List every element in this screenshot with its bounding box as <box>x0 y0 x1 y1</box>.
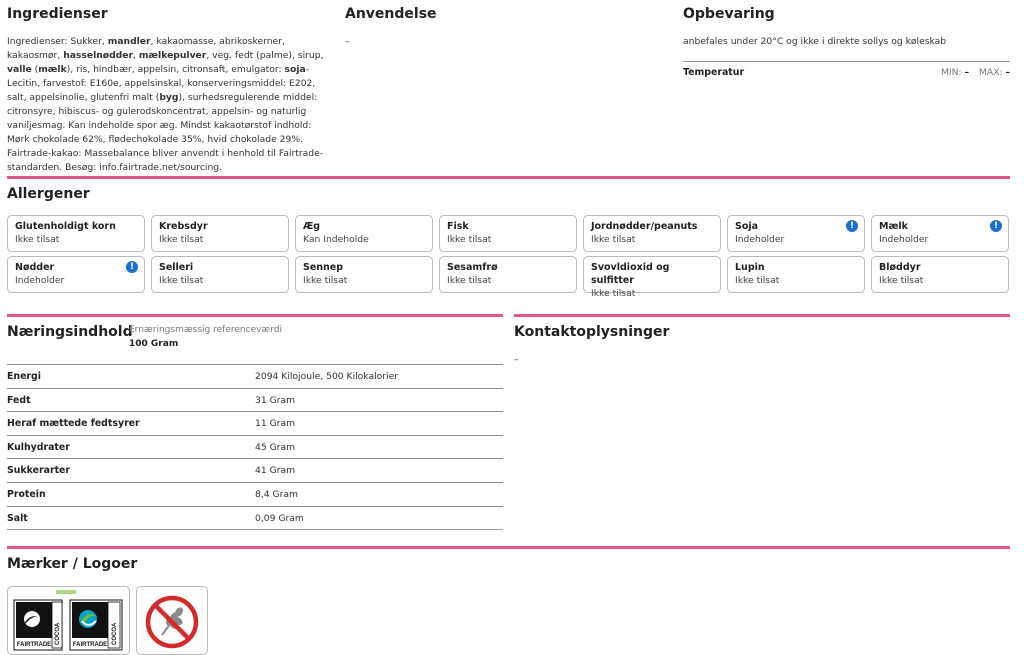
nutrition-value: 31 Gram <box>255 394 296 406</box>
ingredients-title: Ingredienser <box>7 6 108 22</box>
nutrition-title: Næringsindhold <box>7 324 133 340</box>
allergen-name: Soja <box>735 221 759 232</box>
allergen-name: Glutenholdigt korn <box>15 221 116 232</box>
storage-text: anbefales under 20°C og ikke i direkte sollys og køleskab <box>683 36 947 47</box>
nutrition-key: Fedt <box>7 394 31 406</box>
allergen-name: Krebsdyr <box>159 221 208 232</box>
nutrition-row <box>7 411 503 435</box>
nutrition-value: 2094 Kilojoule, 500 Kilokalorier <box>255 371 399 382</box>
nutrition-value: 45 Gram <box>255 441 296 453</box>
allergen-name: Mælk <box>879 221 908 232</box>
temperature-min <box>941 67 969 78</box>
allergen-status: Indeholder <box>735 234 785 245</box>
nutrition-key: Sukkerarter <box>7 465 71 477</box>
allergen-status: Ikke tilsat <box>447 275 492 286</box>
nutrition-row <box>7 364 503 388</box>
allergen-card <box>295 215 433 252</box>
allergen-status: Ikke tilsat <box>879 275 924 286</box>
ingredient-text: ), surhedsregulerende middel: citronsyre, hibiscus- og gulerodskoncentrat, appelsin- og naturlig vaniljesmag. Kan indeholde spor æg. Mindst kakaotørstof indhold: Mørk chokolade 62%, flødechokolade 35%, hvid chokolade 29%. Fairtrade-kakao: Massebalance bliver anvendt i henhold til Fairtrade-standarden. Besøg: info.fairtrade.net/sourcing. <box>7 92 324 173</box>
alert-icon: ! <box>846 220 858 232</box>
allergen-card <box>7 256 145 293</box>
allergen-card <box>7 215 145 252</box>
nutrition-value: 11 Gram <box>255 418 296 430</box>
allergen-status: Indeholder <box>879 234 929 245</box>
allergen-name: Svovldioxid og sulfitter <box>591 262 670 286</box>
nutrition-row <box>7 506 503 530</box>
ingredient-text: Ingredienser: Sukker, <box>7 36 108 47</box>
allergen-card <box>871 256 1009 293</box>
allergen-name: Bløddyr <box>879 262 921 273</box>
allergens-divider <box>7 176 1010 179</box>
contact-title: Kontaktoplysninger <box>514 324 670 340</box>
allergen-highlight: hasselnødder <box>63 50 134 61</box>
nutrition-key: Salt <box>7 512 28 524</box>
svg-text:FAIRTRADE: FAIRTRADE <box>16 642 52 648</box>
allergen-status: Ikke tilsat <box>15 234 60 245</box>
allergen-highlight: valle <box>7 64 32 75</box>
contact-divider <box>514 314 1010 317</box>
max-value: – <box>1005 67 1011 78</box>
ingredients-text <box>7 35 332 175</box>
allergen-status: Ikke tilsat <box>447 234 492 245</box>
nutrition-row <box>7 482 503 506</box>
nutrition-row <box>7 388 503 412</box>
allergen-highlight: mandler <box>107 36 151 47</box>
ingredient-text: , <box>133 50 139 61</box>
allergen-highlight: mælkepulver <box>138 50 207 61</box>
svg-text:COCOA: COCOA <box>112 622 118 645</box>
allergen-status: Indeholder <box>15 275 65 286</box>
temperature-max <box>979 67 1010 78</box>
allergen-card <box>439 256 577 293</box>
nutrition-key: Energi <box>7 371 41 382</box>
nutrition-key: Heraf mættede fedtsyrer <box>7 418 140 430</box>
nutrition-value: 0,09 Gram <box>255 512 304 524</box>
nutrition-divider <box>7 314 503 317</box>
allergen-status: Ikke tilsat <box>591 288 636 299</box>
nutrition-key: Kulhydrater <box>7 441 70 453</box>
nutrition-value: 8,4 Gram <box>255 489 299 500</box>
alert-icon: ! <box>990 220 1002 232</box>
allergen-status: Ikke tilsat <box>159 275 204 286</box>
logos-divider <box>7 546 1010 549</box>
max-label: MAX: <box>979 67 1003 78</box>
nutrition-key: Protein <box>7 489 46 500</box>
allergen-card <box>151 256 289 293</box>
svg-text:COCOA: COCOA <box>55 622 61 645</box>
nutrition-value: 41 Gram <box>255 465 296 477</box>
allergen-card <box>439 215 577 252</box>
allergen-card <box>151 215 289 252</box>
ingredient-text: ), ris, hindbær, appelsin, citronsaft, emulgator: <box>66 64 285 75</box>
gluten-free-icon <box>137 587 207 655</box>
storage-title: Opbevaring <box>683 6 775 22</box>
usage-text: – <box>345 36 350 47</box>
ingredient-text: , kakaomasse, abrikoskerner, kakaosmør, <box>7 36 285 61</box>
allergen-status: Ikke tilsat <box>159 234 204 245</box>
allergens-title: Allergener <box>7 186 90 202</box>
allergen-highlight: byg <box>159 92 179 103</box>
allergen-highlight: soja <box>284 64 306 75</box>
temperature-label: Temperatur <box>683 67 745 78</box>
allergen-status: Ikke tilsat <box>591 234 636 245</box>
contact-text: – <box>514 354 519 365</box>
nutrition-row <box>7 458 503 482</box>
allergen-card <box>727 215 865 252</box>
allergen-card <box>583 215 721 252</box>
nutrition-ref-amount: 100 Gram <box>129 339 179 349</box>
allergen-status: Kan Indeholde <box>303 234 369 245</box>
min-value: – <box>964 67 970 78</box>
allergen-name: Sennep <box>303 262 344 273</box>
ingredient-text: ( <box>31 64 39 75</box>
min-label: MIN: <box>941 67 962 78</box>
nutrition-table-end <box>7 529 503 530</box>
allergen-name: Fisk <box>447 221 469 232</box>
fairtrade-cocoa-logo <box>7 586 130 655</box>
allergen-name: Lupin <box>735 262 765 273</box>
allergen-name: Æg <box>303 221 321 232</box>
allergen-card <box>295 256 433 293</box>
svg-text:FAIRTRADE: FAIRTRADE <box>72 642 108 648</box>
alert-icon: ! <box>126 261 138 273</box>
usage-title: Anvendelse <box>345 6 437 22</box>
ingredient-text: -Lecitin, farvestof: E160e, appelsinskal, konserveringsmiddel: E202, salt, appelsinolie, glutenfri malt ( <box>7 64 316 103</box>
allergen-status: Ikke tilsat <box>735 275 780 286</box>
allergen-name: Nødder <box>15 262 55 273</box>
fairtrade-cocoa-icon <box>8 587 129 655</box>
allergen-highlight: mælk <box>38 64 67 75</box>
logos-title: Mærker / Logoer <box>7 556 138 572</box>
allergen-card <box>583 256 721 299</box>
nutrition-ref-label: Ernæringsmæssig referenceværdi <box>129 325 283 335</box>
allergen-name: Sesamfrø <box>447 262 498 273</box>
allergen-card <box>727 256 865 293</box>
allergen-card <box>871 215 1009 252</box>
storage-divider <box>683 61 1010 62</box>
allergen-name: Selleri <box>159 262 194 273</box>
gluten-free-logo <box>136 586 208 655</box>
ingredient-text: , veg. fedt (palme), sirup, <box>206 50 324 61</box>
allergen-name: Jordnødder/peanuts <box>591 221 698 232</box>
allergen-status: Ikke tilsat <box>303 275 348 286</box>
nutrition-row <box>7 435 503 459</box>
